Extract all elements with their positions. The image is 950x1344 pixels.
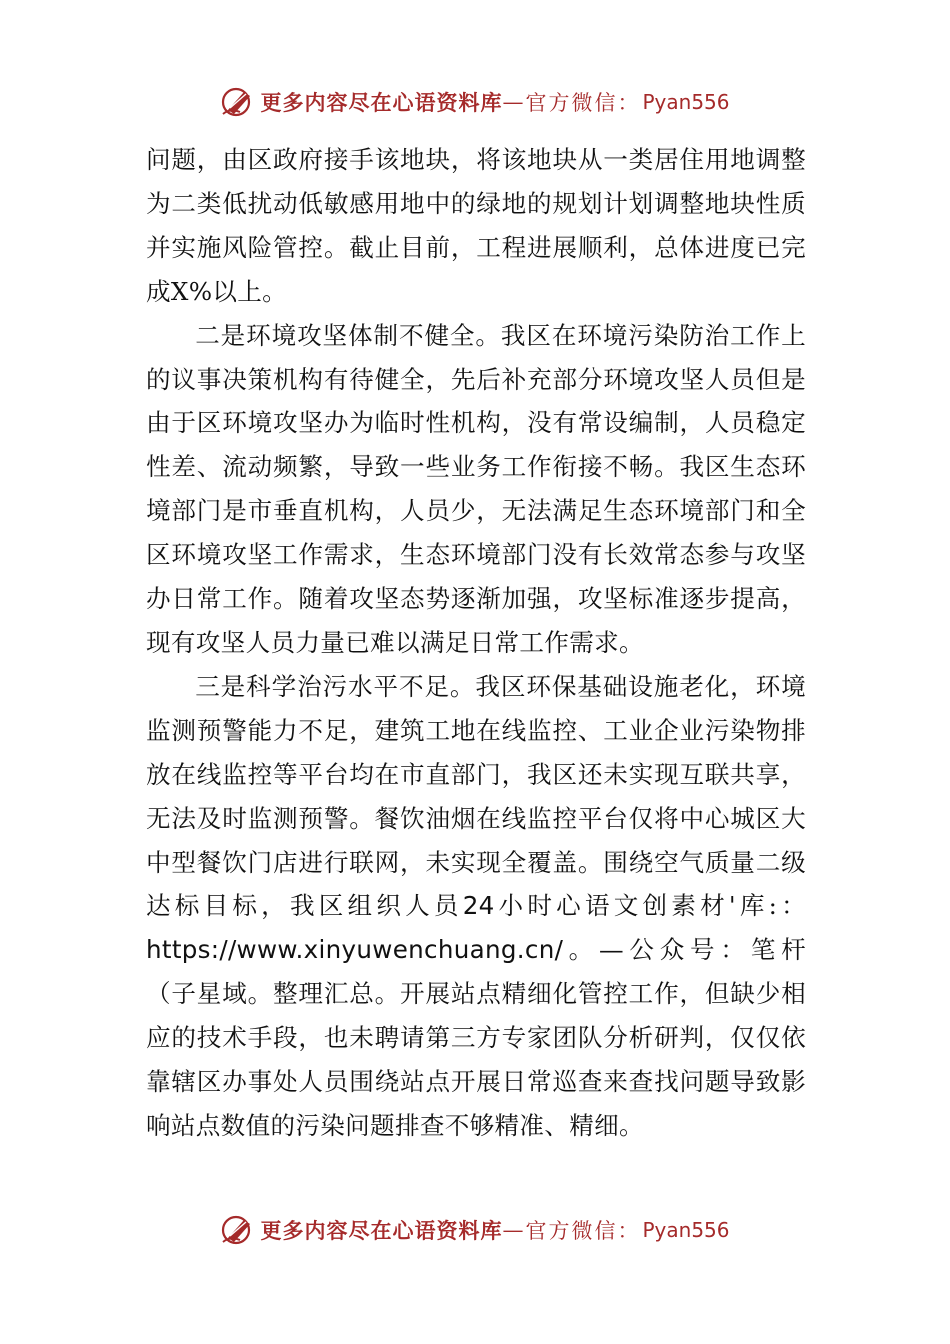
footer-banner <box>0 1208 950 1252</box>
brand-text: 更多内容尽在心语资料库 <box>260 1218 503 1243</box>
paragraph-continued: 问题，由区政府接手该地块，将该地块从一类居住用地调整为二类低扰动低敏感用地中的绿地的规划计划调整地块性质并实施风险管控。截止目前，工程进展顺利，总体进度已完成X%以上。 <box>146 145 806 306</box>
paragraph-3 <box>146 665 806 1148</box>
pen-nib-logo-icon <box>220 84 256 120</box>
separator: — <box>502 1218 526 1242</box>
document-body <box>146 138 806 1148</box>
paragraph-3-part1: 三是科学治污水平不足。我区环保基础设施老化，环境监测预警能力不足，建筑工地在线监控、工业企业污染物排放在线监控等平台均在市直部门，我区还未实现互联共享，无法及时监测预警。餐饮油烟在线监控平台仅将中心城区大中型餐饮门店进行联网，未实现全覆盖。围绕空气质量二级达标目标，我区组织人员 <box>146 671 806 921</box>
header-banner <box>0 80 950 124</box>
separator: — <box>502 90 526 114</box>
pen-nib-logo-icon <box>220 1212 256 1248</box>
watermark-url: https://www.xinyuwenchuang.cn/ <box>146 935 564 965</box>
wechat-label: 官方微信： <box>525 1219 641 1243</box>
hours-number: 24 <box>462 891 495 921</box>
paragraph-2: 二是环境攻坚体制不健全。我区在环境污染防治工作上的议事决策机构有待健全，先后补充部分环境攻坚人员但是由于区环境攻坚办为临时性机构，没有常设编制，人员稳定性差、流动频繁，导致一些业务工作衔接不畅。我区生态环境部门是市垂直机构，人员少，无法满足生态环境部门和全区环境攻坚工作需求，生态环境部门没有长效常态参与攻坚办日常工作。随着攻坚态势逐渐加强，攻坚标准逐步提高，现有攻坚人员力量已难以满足日常工作需求。 <box>146 320 806 657</box>
paragraph-3-part3: 。—公众号：笔杆（子星域。整理汇总。开展站点精细化管控工作，但缺少相应的技术手段，也未聘请第三方专家团队分析研判，仅仅依靠辖区办事处人员围绕站点开展日常巡查来查找问题导致影响站点数值的污染问题排查不够精准、精细。 <box>146 935 806 1140</box>
wechat-handle: Pyan556 <box>642 1218 730 1242</box>
wechat-label: 官方微信： <box>525 91 641 115</box>
paragraph-3-part2: 小时心语文创素材'库:： <box>494 891 806 921</box>
brand-text: 更多内容尽在心语资料库 <box>260 90 503 115</box>
wechat-handle: Pyan556 <box>642 90 730 114</box>
